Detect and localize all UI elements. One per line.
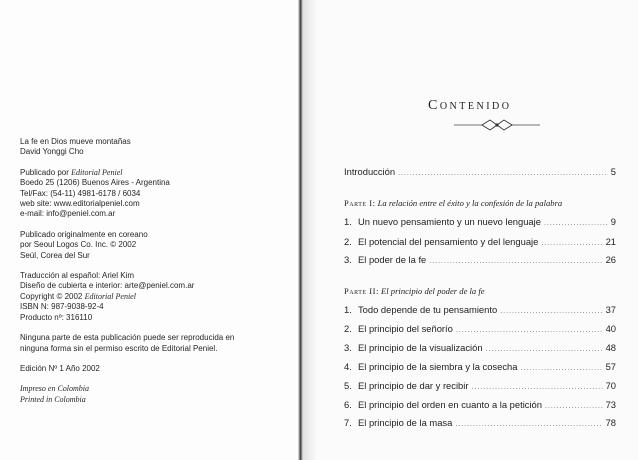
toc-entry[interactable]: 1. Todo depende de tu pensamiento ..... 37 xyxy=(344,304,616,316)
phone-line: Tel/Fax: (54-11) 4981-6178 / 6034 xyxy=(20,188,141,198)
publisher-name: Editorial Peniel xyxy=(71,167,123,177)
book-title: La fe en Dios mueve montañas xyxy=(20,137,131,146)
printed-line: Impreso en Colombia xyxy=(20,384,90,394)
toc-entry-intro[interactable] xyxy=(344,166,616,178)
part-heading: Parte II: El principio del poder de la fe xyxy=(344,286,485,296)
toc-entry[interactable]: 4. El principio de la siembra y la cosecha ..... 57 xyxy=(344,361,616,373)
product-line: Producto nº: 316110 xyxy=(20,312,93,322)
copyright-line: Copyright © 2002 Editorial Peniel xyxy=(20,291,136,301)
design-credit: Diseño de cubierta e interior: arte@peniel.com.ar xyxy=(20,281,195,291)
translation-credit: Traducción al español: Ariel Kim xyxy=(20,271,134,281)
toc-entry-title: Introducción xyxy=(344,166,396,177)
toc-entry[interactable]: 1. Un nuevo pensamiento y un nuevo lenguaje ..... 9 xyxy=(344,216,616,228)
toc-entry[interactable]: 2. El principio del señorío ..... 40 xyxy=(344,323,616,335)
ornament-icon xyxy=(452,118,542,132)
toc-entry[interactable]: 2. El potencial del pensamiento y del lenguaje ..... 21 xyxy=(344,236,616,248)
toc-entry[interactable]: 5. El principio de dar y recibir ..... 70 xyxy=(344,380,616,392)
edition-line: Edición Nº 1 Año 2002 xyxy=(20,363,100,373)
website-line: web site: www.editorialpeniel.com xyxy=(20,199,140,209)
copyright-block xyxy=(20,137,292,415)
original-line: por Seoul Logos Co. Inc. © 2002 xyxy=(20,240,137,250)
rights-line: ninguna forma sin el permiso escrito de Editorial Peniel. xyxy=(20,343,218,353)
printed-line: Printed in Colombia xyxy=(20,394,86,404)
spine-shadow xyxy=(303,0,317,460)
publisher-line: Publicado por Editorial Peniel xyxy=(20,167,123,177)
original-line: Seúl, Corea del Sur xyxy=(20,250,90,260)
author: David Yonggi Cho xyxy=(20,147,84,157)
toc-page-number: 5 xyxy=(610,166,616,177)
part-heading: Parte I: La relación entre el éxito y la confesión de la palabra xyxy=(344,198,563,208)
rights-line: Ninguna parte de esta publicación puede ser reproducida en xyxy=(20,333,235,343)
toc-entry[interactable]: 3. El principio de la visualización ..... 48 xyxy=(344,342,616,354)
address-line: Boedo 25 (1206) Buenos Aires - Argentina xyxy=(20,178,170,188)
original-line: Publicado originalmente en coreano xyxy=(20,229,148,239)
email-line: e-mail: info@peniel.com.ar xyxy=(20,209,116,219)
toc-title: Contenido xyxy=(428,98,512,113)
toc-entry[interactable]: 7. El principio de la masa ..... 78 xyxy=(344,417,616,429)
toc-entry[interactable]: 3. El poder de la fe ..... 26 xyxy=(344,254,616,266)
toc-entry[interactable]: 6. El principio del orden en cuanto a la petición ..... 73 xyxy=(344,399,616,411)
isbn-line: ISBN N: 987-9038-92-4 xyxy=(20,302,104,312)
leader-dots xyxy=(398,170,608,177)
